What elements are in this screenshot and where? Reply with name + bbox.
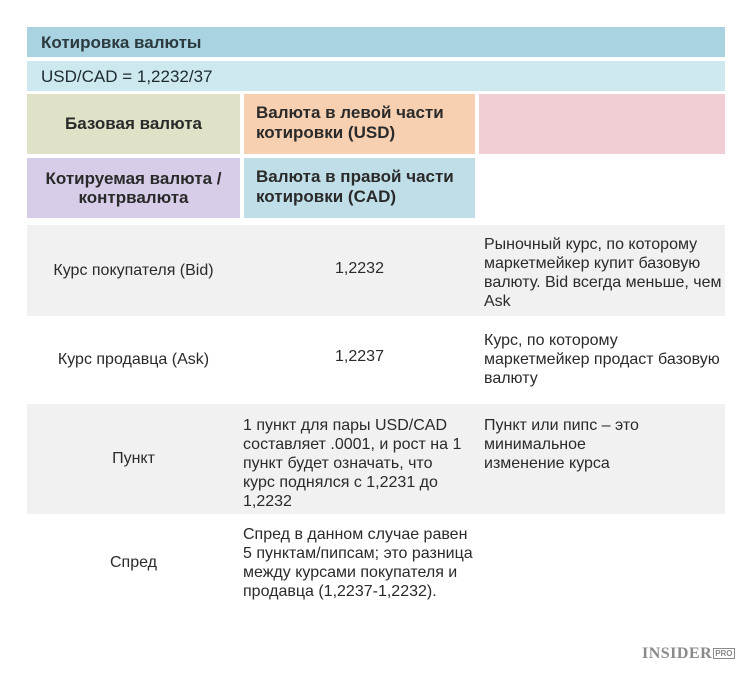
row-note: Курс, по которому маркетмейкер продаст базовую валюту (484, 332, 720, 387)
quote-currency-label (27, 158, 240, 218)
page-title: Котировка валюты (27, 27, 725, 57)
table-row (27, 404, 725, 514)
quote-currency-description: Валюта в правой части котировки (CAD) (244, 158, 475, 218)
row-term: Курс покупателя (Bid) (53, 261, 214, 279)
brand-logo (642, 645, 735, 663)
brand-name: INSIDER (642, 645, 713, 662)
row-term: Курс продавца (Ask) (57, 351, 210, 368)
row-note: Рыночный курс, по которому маркетмейкер купит базовую валюту. Bid всегда меньше, чем Ask (484, 236, 722, 310)
row-value: Спред в данном случае равен 5 пунктам/пипсам; это разница между курсами покупателя и продавца (1,2237-1,2232). (243, 526, 473, 600)
base-currency-label (27, 94, 240, 154)
row-term: Пункт (112, 450, 155, 467)
row-value: 1,2232 (335, 260, 384, 277)
table-row (27, 514, 725, 612)
table-row (27, 225, 725, 316)
quote-example: USD/CAD = 1,2232/37 (27, 61, 725, 91)
empty-cell (479, 94, 725, 154)
row-note: Пункт или пипс – это минимальное изменение курса (484, 417, 639, 472)
base-currency-label-text: Базовая валюта (65, 114, 202, 133)
table-row (27, 316, 725, 404)
row-value: 1,2237 (335, 348, 384, 365)
row-term: Спред (110, 554, 157, 571)
brand-suffix: PRO (715, 649, 733, 658)
row-value: 1 пункт для пары USD/CAD составляет .0001, и рост на 1 пункт будет означать, что курс поднялся с 1,2231 до 1,2232 (243, 417, 462, 510)
base-currency-description: Валюта в левой части котировки (USD) (244, 94, 475, 154)
quote-currency-label-text: Котируемая валюта / контрвалюта (45, 169, 222, 207)
